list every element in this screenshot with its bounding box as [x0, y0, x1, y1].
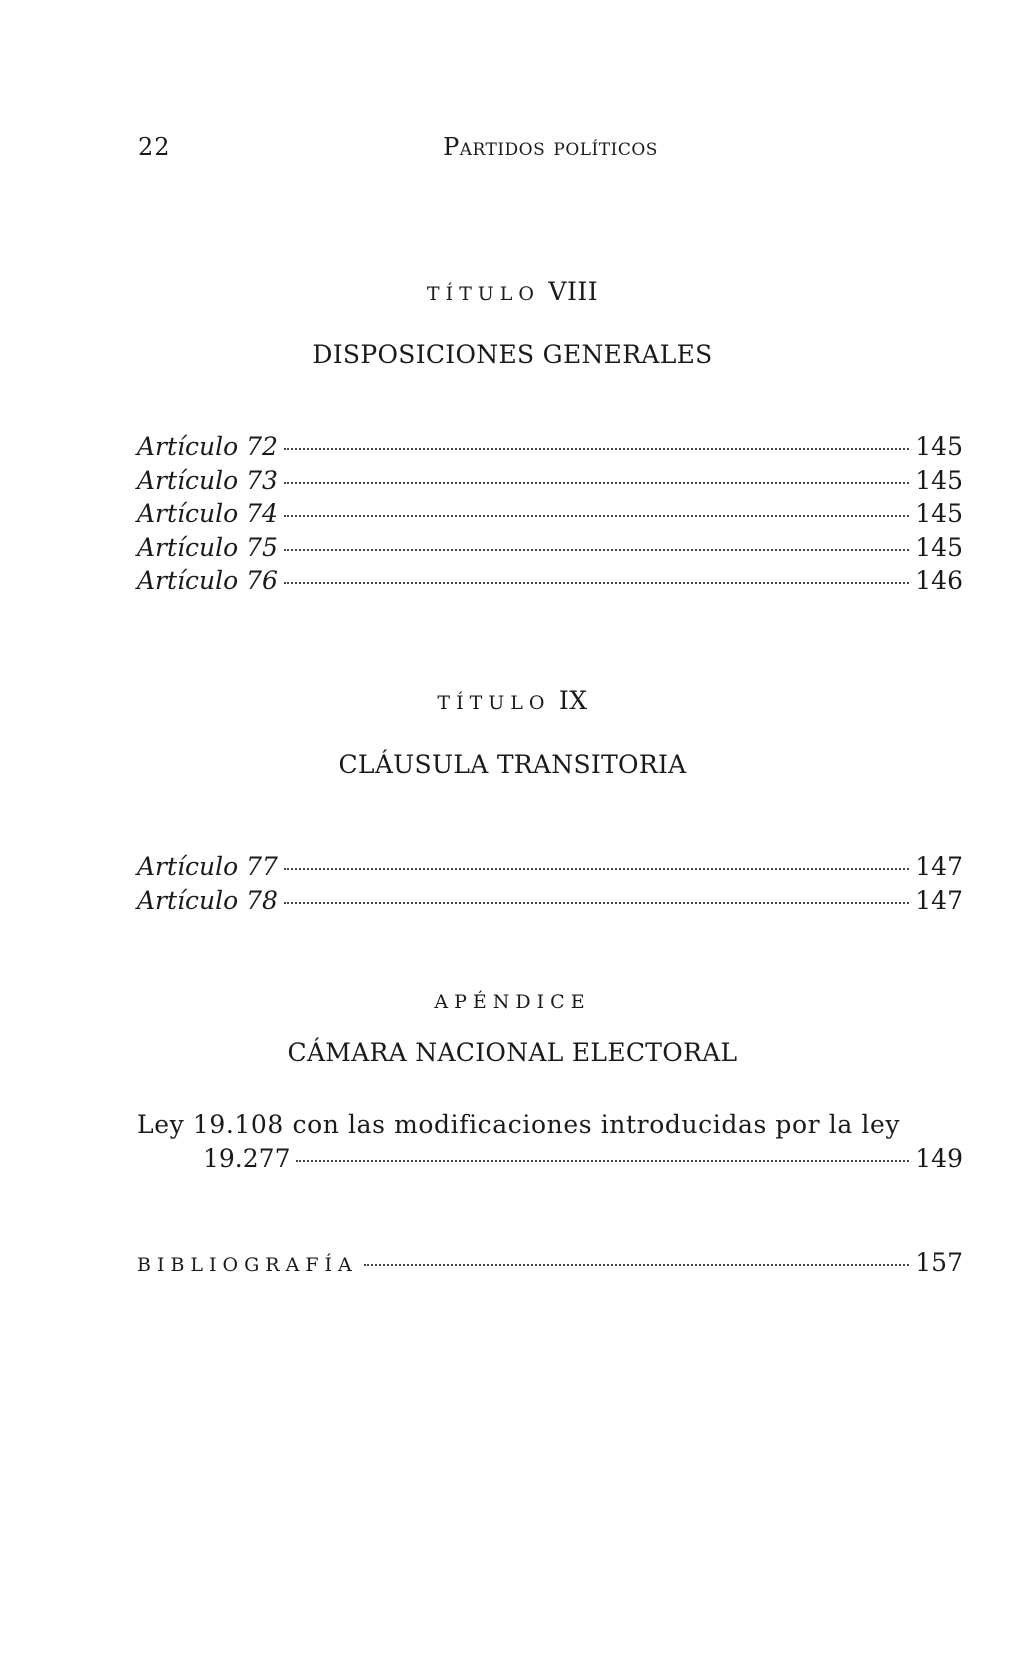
- apendice-entry-line1: Ley 19.108 con las modificaciones introducidas por la ley: [137, 1110, 901, 1139]
- page-number: 22: [138, 133, 171, 161]
- titulo-viii-numeral: VIII: [548, 277, 599, 306]
- titulo-ix-heading: CLÁUSULA TRANSITORIA: [338, 750, 687, 779]
- apendice-entry-page: 149: [915, 1144, 963, 1173]
- bibliografia-entry[interactable]: [137, 1248, 963, 1277]
- toc-entry-page: 147: [915, 885, 963, 915]
- dot-leader: [296, 1158, 909, 1162]
- toc-entry[interactable]: [137, 566, 963, 600]
- titulo-viii-label: [0, 277, 1025, 306]
- apendice-label: [0, 985, 1025, 1014]
- dot-leader: [284, 580, 909, 584]
- toc-entry-page: 145: [915, 465, 963, 495]
- dot-leader: [284, 513, 909, 517]
- toc-entry[interactable]: [137, 466, 963, 500]
- titulo-ix-word: TÍTULO: [437, 692, 551, 714]
- toc-entry-label: Artículo 78: [137, 885, 278, 915]
- toc-entry-label: Artículo 74: [137, 499, 278, 528]
- dot-leader: [364, 1262, 910, 1266]
- toc-entry-label: Artículo 75: [137, 532, 278, 562]
- dot-leader: [284, 480, 909, 484]
- titulo-ix-toc: [137, 852, 963, 919]
- toc-entry[interactable]: [137, 432, 963, 466]
- toc-entry[interactable]: [137, 499, 963, 533]
- apendice-entry-law: 19.277: [203, 1144, 291, 1173]
- toc-entry-label: Artículo 76: [137, 566, 278, 595]
- apendice-entry[interactable]: [137, 1110, 963, 1178]
- dot-leader: [284, 547, 909, 551]
- toc-entry-page: 145: [915, 499, 963, 528]
- toc-entry-label: Artículo 73: [137, 465, 278, 495]
- toc-entry-label: Artículo 77: [137, 852, 278, 881]
- apendice-heading: CÁMARA NACIONAL ELECTORAL: [287, 1038, 738, 1067]
- toc-entry[interactable]: [137, 533, 963, 567]
- toc-entry[interactable]: [137, 886, 963, 920]
- dot-leader: [284, 446, 909, 450]
- toc-entry-page: 145: [915, 432, 963, 461]
- toc-entry-label: Artículo 72: [137, 432, 278, 461]
- toc-entry-page: 147: [915, 852, 963, 881]
- dot-leader: [284, 866, 909, 870]
- apendice-entry-line2: [137, 1144, 963, 1178]
- bibliografia-page: 157: [915, 1248, 963, 1277]
- toc-entry-page: 146: [915, 566, 963, 595]
- dot-leader: [284, 900, 909, 904]
- titulo-viii-heading: DISPOSICIONES GENERALES: [312, 340, 713, 369]
- running-title: Partidos políticos: [443, 133, 658, 161]
- apendice-word: APÉNDICE: [434, 991, 591, 1013]
- titulo-viii-word: TÍTULO: [426, 283, 540, 305]
- titulo-ix-numeral: IX: [558, 686, 588, 715]
- running-head: [138, 133, 963, 167]
- toc-entry-page: 145: [915, 532, 963, 562]
- titulo-ix-label: [0, 686, 1025, 715]
- bibliografia-label: BIBLIOGRAFÍA: [137, 1254, 358, 1276]
- toc-entry[interactable]: [137, 852, 963, 886]
- titulo-viii-toc: [137, 432, 963, 600]
